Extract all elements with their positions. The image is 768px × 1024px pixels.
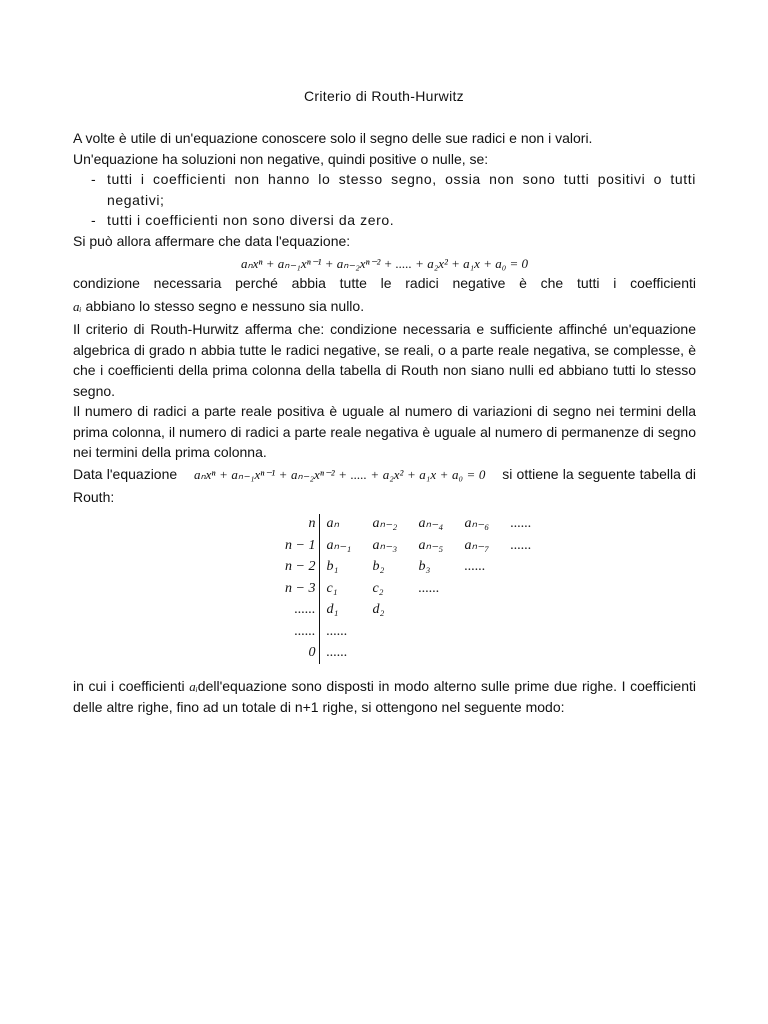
table-cell: ......: [326, 623, 348, 639]
table-cell: ......: [464, 559, 486, 574]
table-cell: [498, 557, 544, 579]
table-cell: [498, 578, 544, 600]
table-cell: ......: [326, 645, 348, 660]
bullet-dash: -: [91, 171, 96, 187]
table-cell: ......: [510, 516, 532, 531]
table-cell: c₁: [326, 580, 338, 596]
table-row: [281, 643, 544, 665]
paragraph-criterion: Il criterio di Routh-Hurwitz afferma che: condizione necessaria e sufficiente affinché un'equazione algebrica di grado n abbia tutte le radici negative, se reali, o a parte reale negativa, se complesse, è che i coefficienti della prima colonna della tabella di Routh non siano nulli ed abbiano tutti lo stesso segno.: [73, 321, 696, 399]
row-index-cell: n − 1: [281, 535, 320, 557]
paragraph-sign-variations: Il numero di radici a parte reale positiva è uguale al numero di variazioni di segno nei termini della prima colonna, il numero di radici a parte reale negativa è uguale al numero di permanenze di segno nei termini della prima colonna.: [73, 403, 696, 460]
table-cell: [360, 621, 406, 643]
paragraph-necessary-condition: [73, 273, 696, 294]
table-cell: aₙ₋₄: [418, 516, 444, 531]
table-row: [281, 600, 544, 622]
table-cell: [452, 621, 498, 643]
table-row: [281, 578, 544, 600]
table-row: [281, 514, 544, 536]
row-index-cell: n − 2: [281, 557, 320, 579]
table-cell: b₁: [326, 559, 339, 574]
table-cell: [406, 600, 452, 622]
routh-table: [281, 514, 544, 665]
row-index-cell: n: [281, 514, 320, 536]
table-cell: [406, 643, 452, 665]
table-cell: c₂: [372, 580, 384, 596]
page-title: Criterio di Routh-Hurwitz: [304, 88, 464, 104]
paragraph-intro: A volte è utile di un'equazione conoscere solo il segno delle sue radici e non i valori.: [73, 130, 593, 146]
table-cell: aₙ₋₅: [418, 537, 444, 553]
list-item: [73, 210, 696, 231]
row-index-cell: n − 3: [281, 578, 320, 600]
row-index-cell: 0: [281, 643, 320, 665]
table-cell: [498, 643, 544, 665]
list-item: [73, 169, 696, 210]
table-cell: b₃: [418, 559, 431, 574]
paragraph-given-equation: Si può allora affermare che data l'equazione:: [73, 232, 351, 249]
table-row: [281, 557, 544, 579]
table-cell: [452, 643, 498, 665]
table-cell: [498, 600, 544, 622]
bullet-dash: -: [91, 212, 96, 228]
table-row: [281, 621, 544, 643]
paragraph-condition: Un'equazione ha soluzioni non negative, quindi positive o nulle, se:: [73, 150, 489, 167]
text-span: si ottiene la seguente tabella di Routh:: [73, 465, 697, 505]
table-cell: d₂: [372, 602, 385, 617]
table-cell: aₙ₋₆: [464, 516, 490, 531]
table-cell: b₂: [372, 559, 385, 574]
table-cell: aₙ₋₁: [326, 537, 352, 553]
text-span: in cui i coefficienti: [73, 677, 185, 694]
table-cell: ......: [510, 537, 532, 553]
bullet-text: tutti i coefficienti non sono diversi da zero.: [107, 212, 395, 228]
equation-inline: aₙxⁿ + aₙ₋₁xⁿ⁻¹ + aₙ₋₂xⁿ⁻² + ..... + a₂x² + a₁x + a₀ = 0: [193, 466, 486, 482]
coefficient-symbol: aᵢ: [189, 678, 198, 694]
text-span: Data l'equazione: [73, 465, 178, 482]
routh-table-container: [73, 514, 696, 664]
table-cell: [452, 578, 498, 600]
bullet-text: tutti i coefficienti non hanno lo stesso segno, ossia non sono tutti positivi o tutti negativi;: [107, 171, 696, 208]
paragraph-necessary-condition-cont: [73, 296, 696, 318]
paragraph-routh-intro: [73, 463, 696, 508]
text-span: condizione necessaria perché abbia tutte le radici negative è che tutti i coefficienti: [73, 275, 696, 291]
table-cell: [452, 600, 498, 622]
table-cell: [360, 643, 406, 665]
row-index-cell: ......: [281, 600, 320, 622]
document-body: [73, 128, 696, 718]
table-cell: [406, 621, 452, 643]
text-span: abbiano lo stesso segno e nessuno sia nullo.: [81, 297, 365, 314]
table-cell: ......: [418, 580, 440, 596]
table-cell: [498, 621, 544, 643]
table-row: [281, 535, 544, 557]
table-cell: aₙ₋₃: [372, 537, 398, 553]
table-cell: aₙ₋₇: [464, 537, 490, 553]
table-cell: aₙ₋₂: [372, 516, 398, 531]
equation-text: aₙxⁿ + aₙ₋₁xⁿ⁻¹ + aₙ₋₂xⁿ⁻² + ..... + a₂x² + a₁x + a₀ = 0: [240, 256, 529, 271]
table-cell: d₁: [326, 602, 339, 617]
equation-polynomial: [73, 253, 696, 273]
row-index-cell: ......: [281, 621, 320, 643]
coefficient-symbol: aᵢ: [73, 298, 82, 314]
paragraph-coefficients: [73, 676, 696, 718]
text-span: dell'equazione sono disposti in modo alterno sulle prime due righe. I coefficienti delle altre righe, fino ad un totale di n+1 righe, si ottengono nel seguente modo:: [73, 677, 696, 715]
table-cell: aₙ: [326, 516, 340, 531]
